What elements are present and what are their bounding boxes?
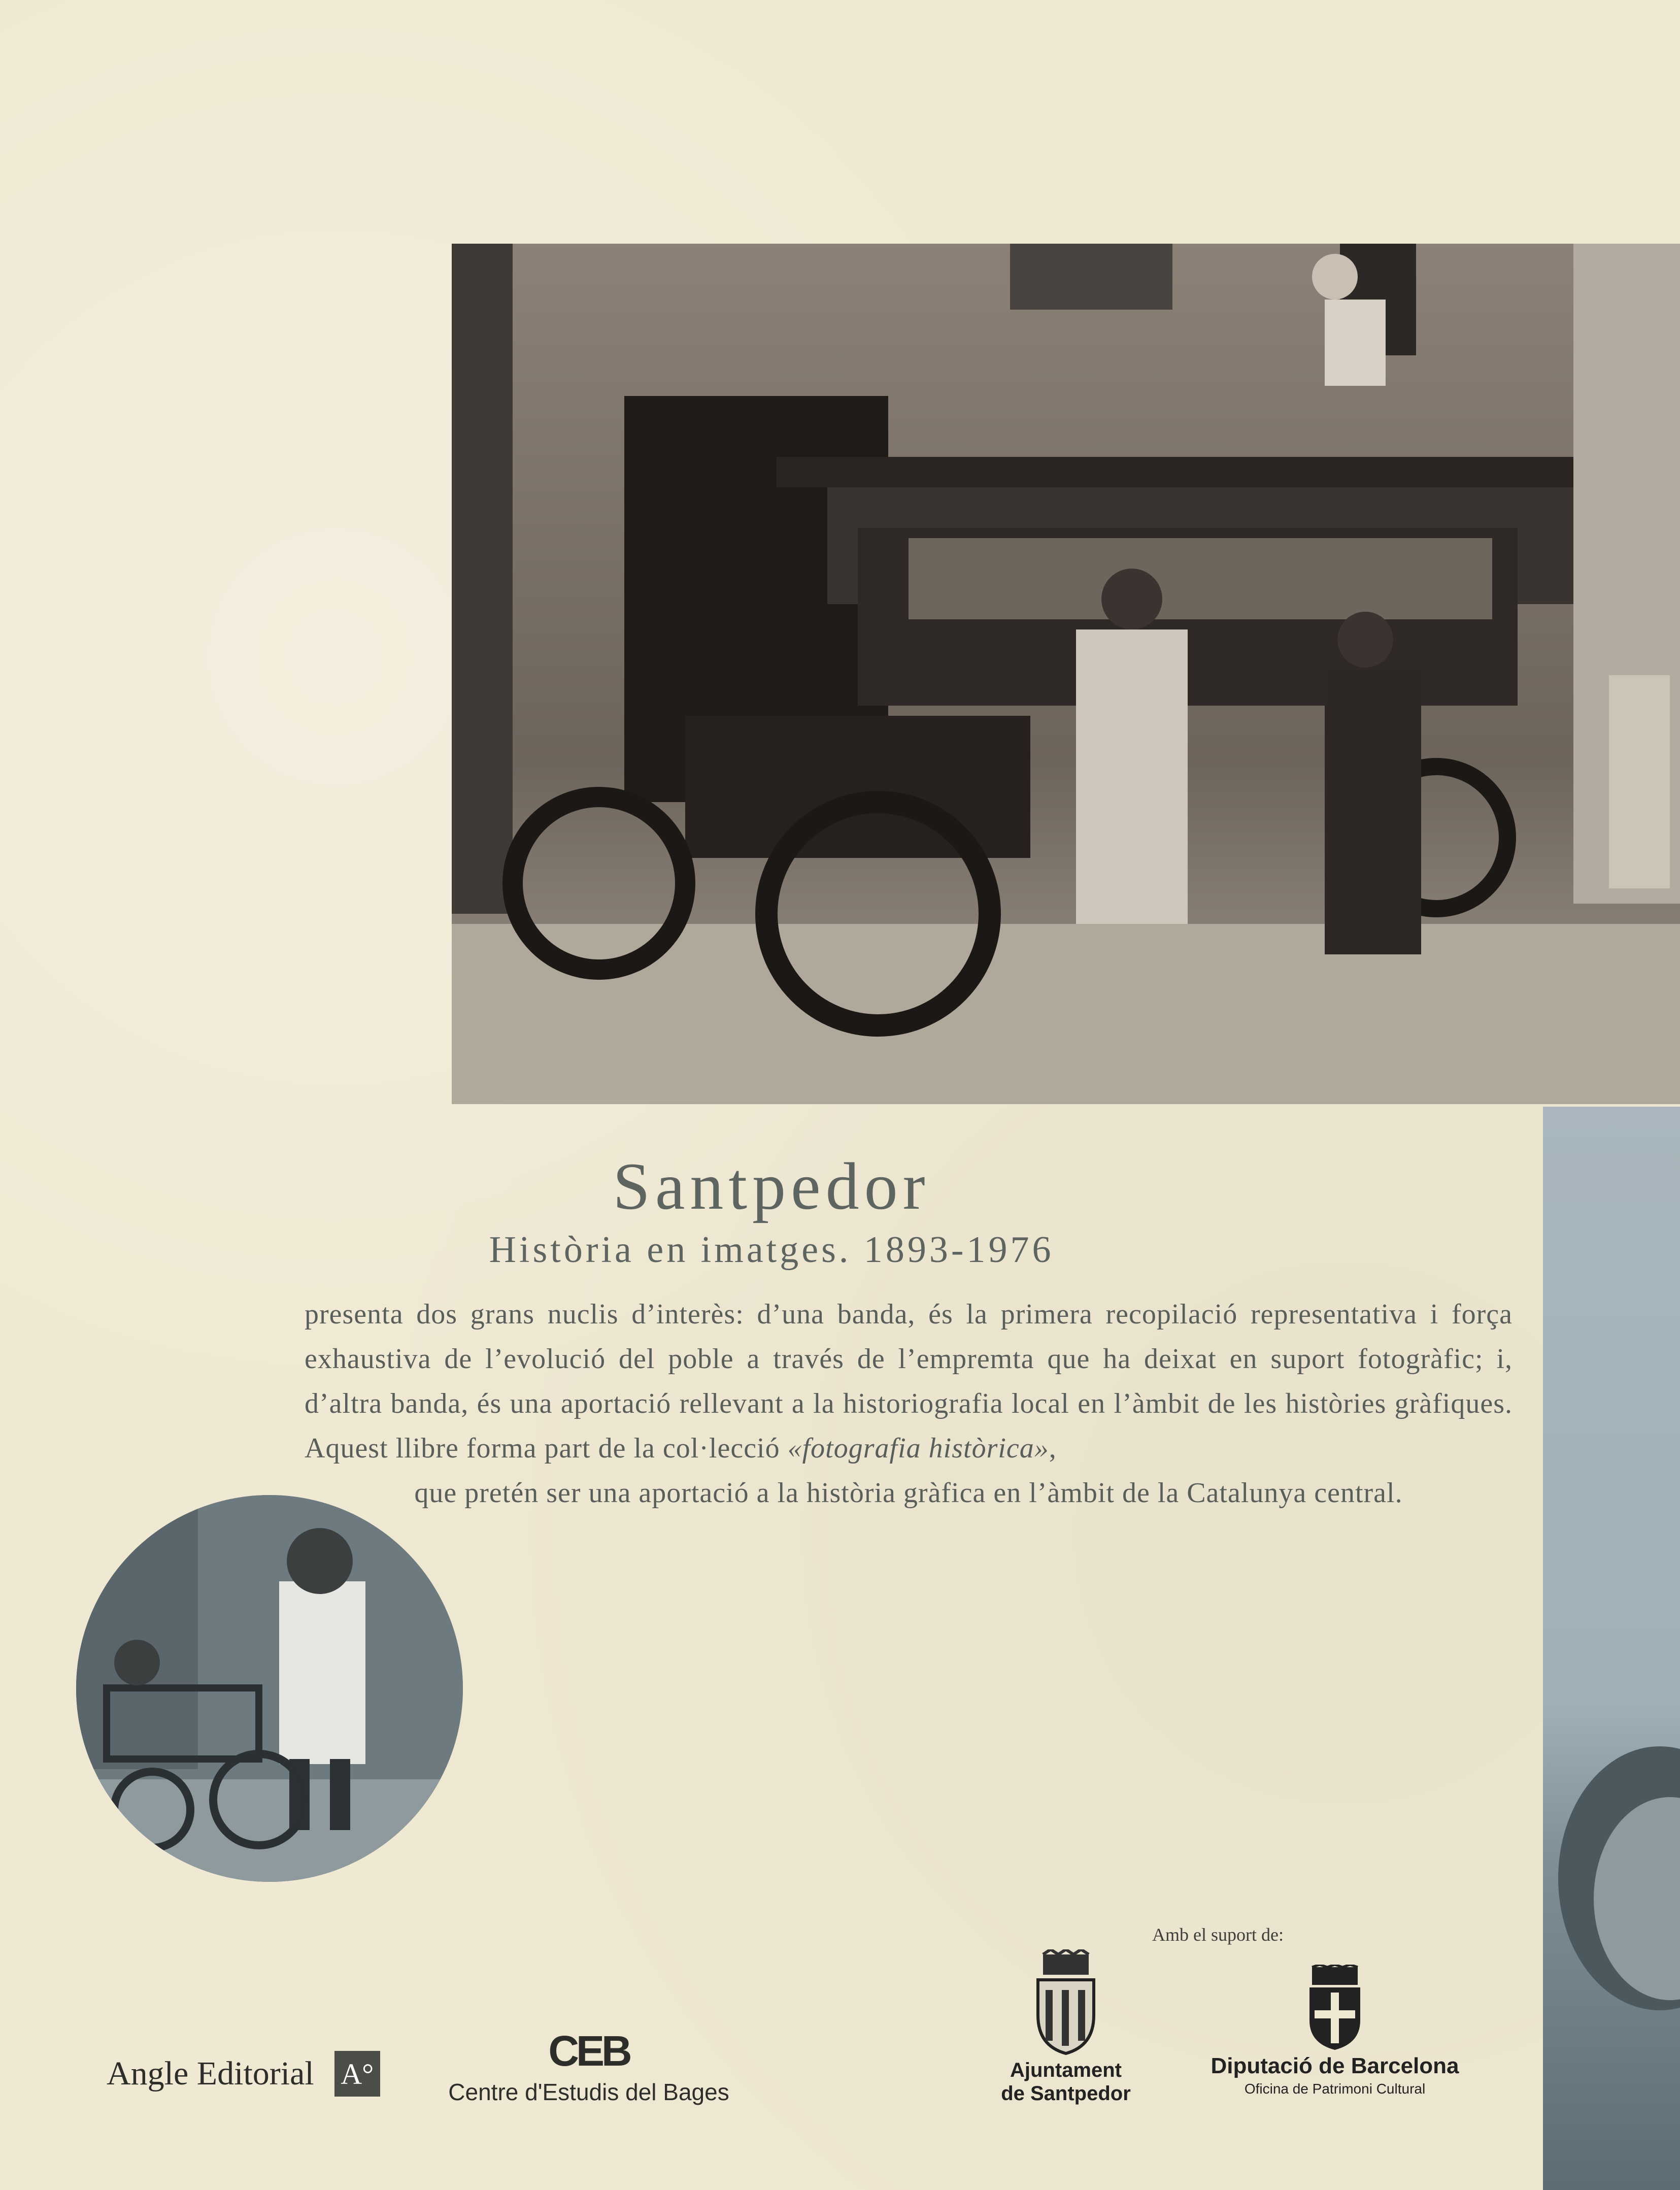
ceb-mark: CEB xyxy=(548,2027,629,2075)
angle-editorial-logo xyxy=(107,2051,380,2097)
ajuntament-line2: de Santpedor xyxy=(1001,2082,1131,2105)
diputacio-sub: Oficina de Patrimoni Cultural xyxy=(1244,2081,1426,2097)
book-title: Santpedor xyxy=(613,1149,930,1223)
collection-name: «fotografia històrica» xyxy=(787,1433,1049,1464)
child-cart-photograph xyxy=(76,1495,463,1882)
ajuntament-santpedor-logo xyxy=(985,1949,1147,2105)
child-photo-illustration xyxy=(76,1495,463,1882)
description-last-line: que pretén ser una aportació a la història gràfica en l’àmbit de la Catalunya central. xyxy=(414,1477,1403,1509)
book-subtitle: Història en imatges. 1893-1976 xyxy=(489,1229,1054,1271)
description-line: fotogràfic; i, d’altra banda, és una aportació rellevant a la historiografia local en l’àmbit xyxy=(305,1343,1513,1419)
santpedor-coat-of-arms-icon xyxy=(1030,1949,1101,2056)
book-description xyxy=(305,1292,1513,1515)
collection-suffix: , xyxy=(1049,1433,1057,1464)
diputacio-coat-of-arms-icon xyxy=(1307,1965,1363,2051)
description-line: de les històries gràfiques. Aquest llibre forma part de la col·lecció xyxy=(305,1388,1513,1464)
publisher-mark-icon: A° xyxy=(334,2051,380,2097)
bus-photo-illustration xyxy=(452,244,1680,1104)
publisher-name: Angle Editorial xyxy=(107,2055,314,2092)
ajuntament-line1: Ajuntament xyxy=(1010,2059,1122,2081)
description-line: presenta dos grans nuclis d’interès: d’una banda, és la primera recopilació representativa xyxy=(305,1299,1417,1330)
support-label: Amb el suport de: xyxy=(1152,1924,1284,1945)
ceb-logo xyxy=(436,2027,741,2106)
ceb-name: Centre d'Estudis del Bages xyxy=(448,2079,729,2105)
description-line: i força exhaustiva de l’evolució del poble a través de l’empremta que ha deixat en suport xyxy=(305,1299,1513,1375)
diputacio-barcelona-logo xyxy=(1178,1965,1492,2097)
bus-photograph xyxy=(452,244,1680,1104)
diputacio-name: Diputació de Barcelona xyxy=(1211,2053,1459,2078)
side-photo-strip xyxy=(1543,1107,1680,2190)
face-photo-illustration xyxy=(1543,1107,1680,2190)
